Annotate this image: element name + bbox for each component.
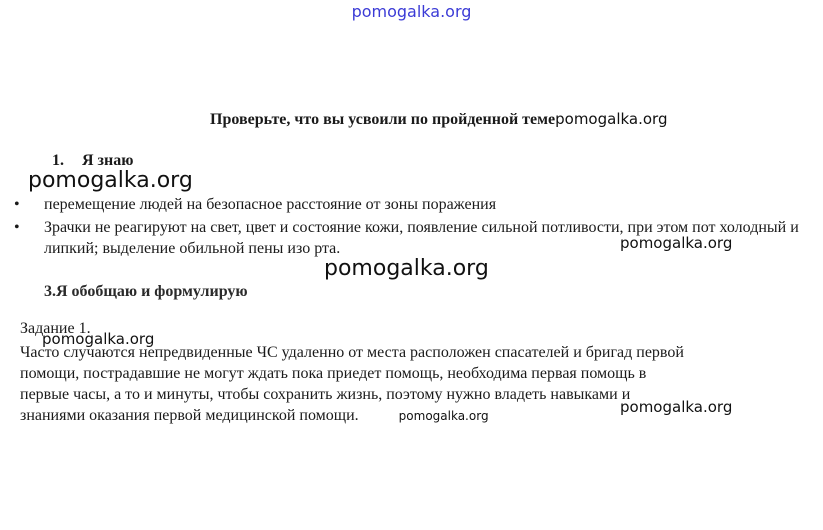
paragraph-line: помощи, пострадавшие не могут ждать пока приедет помощь, необходима первая помощь в <box>20 365 647 382</box>
list-item-text: Зрачки не реагируют на свет, цвет и состояние кожи, появление сильной потливости, при этом пот холодный и липкий; выделение обильной пены изо рта. <box>44 219 799 257</box>
watermark-large-left: pomogalka.org <box>28 168 193 193</box>
list-item <box>0 194 804 215</box>
top-watermark: pomogalka.org <box>351 2 472 21</box>
paragraph-line: первые часы, а то и минуты, чтобы сохранить жизнь, поэтому нужно владеть навыками и <box>20 386 631 403</box>
section-1-number: 1. <box>52 152 64 169</box>
task-label: Задание 1. <box>20 320 91 337</box>
list-item-text: перемещение людей на безопасное расстояние от зоны поражения <box>44 196 497 213</box>
bullet-icon: • <box>14 196 20 213</box>
watermark-right-2: pomogalka.org <box>620 398 733 416</box>
paragraph-line: Часто случаются непредвиденные ЧС удаленно от места расположен спасателей и бригад первой <box>20 344 684 361</box>
watermark-right-1: pomogalka.org <box>620 234 733 252</box>
section-1-title: Я знаю <box>82 152 134 169</box>
title-watermark: pomogalka.org <box>555 110 668 128</box>
section-3-heading: 3.Я обобщаю и формулирую <box>44 283 248 300</box>
bullet-icon: • <box>14 219 20 236</box>
watermark-task: pomogalka.org <box>42 330 155 348</box>
watermark-inline-small: pomogalka.org <box>398 409 489 423</box>
watermark-large-center: pomogalka.org <box>324 256 489 281</box>
paragraph-line-text: знаниями оказания первой медицинской помощи. <box>20 407 359 424</box>
page-title-text: Проверьте, что вы усвоили по пройденной теме <box>210 111 556 128</box>
page-title <box>210 110 667 129</box>
